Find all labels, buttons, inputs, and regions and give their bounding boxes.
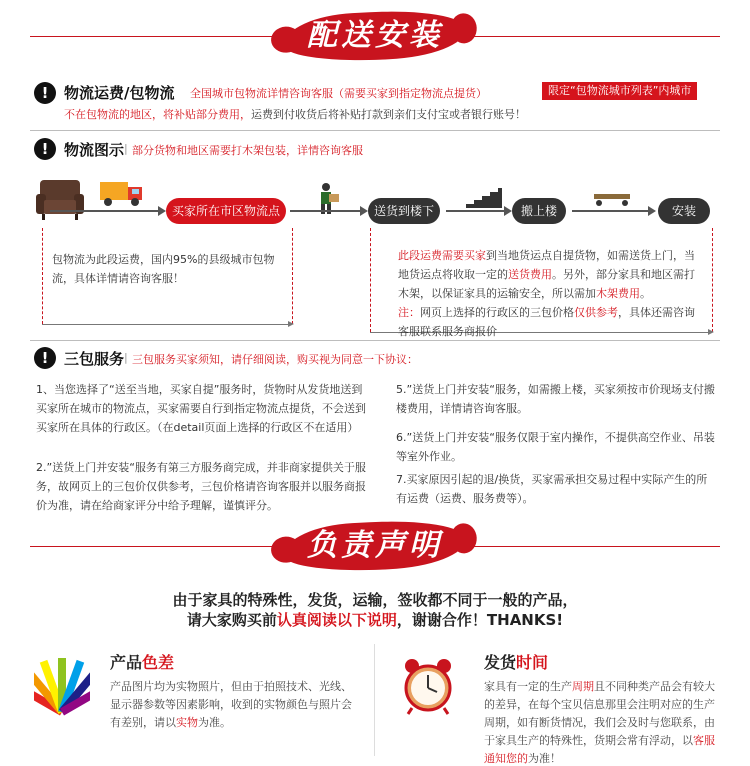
subsidy-red-text: 不在包物流的地区，将补贴部分费用， [64,108,251,121]
truck-icon [98,178,146,208]
banner-line-left [30,546,280,547]
note-text: 到当地货运点自提货物，如需送货上门，当地货运点将收取一定的 [398,249,695,281]
service-item: 6.”送货上门并安装“服务仅限于室内操作，不提供高空作业、吊装等室外作业。 [396,431,715,463]
left-range-note: 包物流为此段运费，国内95%的县级城市包物流，具体详情请咨询客服！ [52,253,275,285]
disclaimer-line2 [0,610,750,631]
cart-icon [590,190,634,208]
ship-time-text [484,678,724,766]
exclamation-icon: ! [34,347,56,369]
headline-red: 认真阅读以下说明 [276,611,397,629]
logistics-diagram-title: 物流图示 [64,141,125,159]
title-red: 时间 [516,653,549,672]
step-install: 安装 [658,198,710,224]
para-red: 周期 [572,680,594,693]
logistics-fee-subtitle: 全国城市包物流详情咨询客服（需要买家到指定物流点提货） [190,87,487,100]
para-text: 为准！ [528,752,561,765]
service-item: 2.”送货上门并安装“服务有第三方服务商完成，并非商家提供关于服务，故网页上的三包价仅供参考，三包价格请咨询客服并以服务商报价为准，请在给商家评分中给予理解，谨慎评分。 [36,461,366,512]
flow-arrow [50,210,160,212]
banner-title: 配送安装 [307,18,443,53]
para-text: 为准。 [198,716,231,729]
disclaimer-line1: 由于家具的特殊性，发货，运输，签收都不同于一般的产品， [172,591,578,609]
subsidy-line [64,106,526,122]
para-text: 家具有一定的生产 [484,680,572,693]
color-diff-text [110,678,362,732]
para-red: 实物 [176,716,198,729]
note-red: 送货费用 [508,268,552,281]
para-text: 产品图片均为实物照片，但由于拍照技术、光线、显示器参数等因素影响，收到的实物颜色与照片会有差别，请以 [110,680,352,729]
city-list-badge: 限定“包物流城市列表”内城市 [542,82,697,100]
para-red: 客服通知您的 [484,734,715,765]
note-red: 仅供参考 [574,306,618,319]
note-text: 。 [640,287,651,300]
flow-arrow [446,210,506,212]
step-city-logistics: 买家所在市区物流点 [166,198,286,224]
service-item: 1、当您选择了“送至当地，买家自提”服务时，货物时从发货地送到买家所在城市的物流点，买家需要自行到指定物流点提货，不会送到买家所在具体的行政区。（在detail页面上选择的行政区不在适用） [36,383,366,434]
separator: | [124,142,128,155]
three-service-note: 三包服务买家须知，请仔细阅读，购买视为同意一下协议： [132,353,418,366]
exclamation-icon: ! [34,82,56,104]
range-arrow [42,324,290,325]
note-text: 网页上选择的行政区的三包价格 [420,306,574,319]
logistics-diagram-note: 部分货物和地区需要打木架包装，详情咨询客服 [132,144,363,157]
divider [30,130,720,131]
column-divider [374,644,375,756]
color-diff-title [110,650,174,673]
subsidy-text: 运费到付收货后将补贴打款到亲们支付宝或者银行账号！ [251,108,526,121]
three-service-title: 三包服务 [64,350,125,368]
headline-text: 请大家购买前 [186,611,277,629]
banner-line-right [470,36,720,37]
exclamation-icon: ! [34,138,56,160]
bracket-line [42,228,43,324]
logistics-fee-title: 物流运费/包物流 [64,84,175,102]
title-text: 产品 [110,653,143,672]
flow-arrow [572,210,650,212]
color-swatch-icon [34,654,90,718]
banner-line-left [30,36,280,37]
banner-line-right [470,546,720,547]
banner-title: 负责声明 [307,528,443,563]
note-red: 木架费用 [596,287,640,300]
title-red: 色差 [142,653,175,672]
service-item: 5.”送货上门并安装“服务，如需搬上楼，买家须按市价现场支付搬楼费用，详情请咨询客服。 [396,383,715,415]
note-red: 此段运费需要买家 [398,249,486,262]
headline-text: ，谢谢合作！THANKS! [396,611,564,629]
step-downstairs: 送货到楼下 [368,198,440,224]
stairs-icon [466,188,502,208]
para-text: 且不同种类产品会有较大的差异，在每个宝贝信息那里会注明对应的生产周期，如有断货情况，我们会及时与您联系，由于家具生产的特殊性，货期会常有浮动，以 [484,680,715,747]
bracket-line [712,228,713,332]
bracket-line [370,228,371,332]
note-text: ，具体还需咨询客服联系服务商报价 [398,306,695,338]
title-text: 发货 [484,653,517,672]
bottom-banner [0,518,750,574]
note-red: 注： [398,306,420,319]
alarm-clock-icon [400,656,456,716]
service-item: 7.买家原因引起的退/换货，买家需承担交易过程中实际产生的所有运费（运费、服务费等）。 [396,473,708,505]
top-banner [0,8,750,64]
note-text: 。另外，部分家具和地区需打木架，以保证家具的运输安全，所以需加 [398,268,695,300]
ship-time-title [484,650,548,673]
separator: | [124,351,128,364]
bracket-line [292,228,293,324]
step-upstairs: 搬上楼 [512,198,566,224]
divider [30,340,720,341]
sofa-icon [34,178,86,222]
right-range-note [398,246,698,341]
flow-arrow [290,210,362,212]
